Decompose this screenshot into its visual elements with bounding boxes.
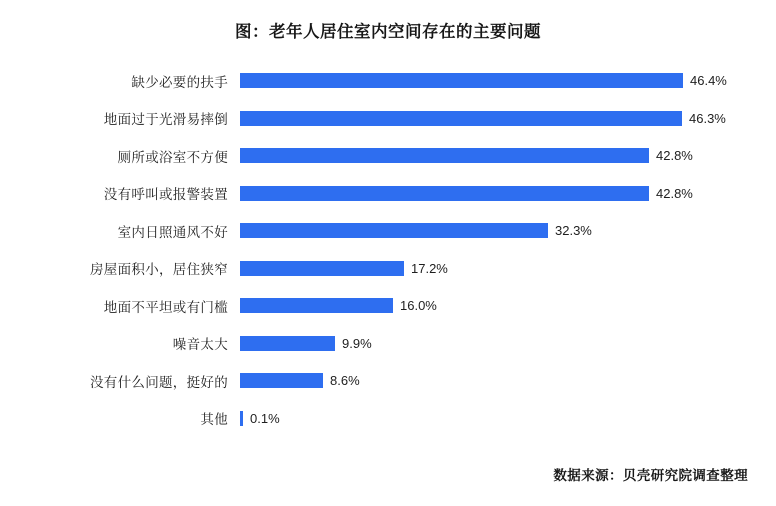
- value-label: 8.6%: [330, 373, 360, 389]
- category-label: 没有呼叫或报警装置: [103, 187, 228, 203]
- value-label: 32.3%: [555, 223, 592, 239]
- chart-row: [0, 362, 776, 400]
- bar-track: [240, 137, 776, 175]
- category-label: 其他: [200, 412, 228, 428]
- category-label: 厕所或浴室不方便: [117, 149, 228, 165]
- value-label: 46.3%: [689, 110, 726, 126]
- value-label: 0.1%: [250, 410, 280, 426]
- category-label: 缺少必要的扶手: [131, 74, 228, 90]
- bar-9[interactable]: [240, 411, 243, 426]
- value-label: 46.4%: [690, 73, 727, 89]
- bar-track: [240, 362, 776, 400]
- source-note: 数据来源：贝壳研究院调查整理: [553, 468, 748, 483]
- value-label: 9.9%: [342, 335, 372, 351]
- bar-5[interactable]: [240, 261, 404, 276]
- bar-track: [240, 325, 776, 363]
- value-label: 16.0%: [400, 298, 437, 314]
- chart-row: [0, 400, 776, 438]
- category-label: 没有什么问题，挺好的: [90, 374, 228, 390]
- bar-1[interactable]: [240, 111, 682, 126]
- chart-row: [0, 250, 776, 288]
- value-label: 17.2%: [411, 260, 448, 276]
- bar-4[interactable]: [240, 223, 548, 238]
- value-label: 42.8%: [656, 185, 693, 201]
- bar-6[interactable]: [240, 298, 393, 313]
- chart-plot-area: [0, 62, 776, 442]
- bar-track: [240, 287, 776, 325]
- bar-0[interactable]: [240, 73, 683, 88]
- bar-track: [240, 250, 776, 288]
- bar-8[interactable]: [240, 373, 323, 388]
- category-label: 地面不平坦或有门槛: [103, 299, 228, 315]
- bar-track: [240, 400, 776, 438]
- chart-row: [0, 175, 776, 213]
- chart-title: 图：老年人居住室内空间存在的主要问题: [235, 23, 541, 41]
- bar-track: [240, 175, 776, 213]
- bar-track: [240, 100, 776, 138]
- chart-row: [0, 325, 776, 363]
- bar-track: [240, 212, 776, 250]
- chart-row: [0, 62, 776, 100]
- chart-row: [0, 100, 776, 138]
- category-label: 噪音太大: [172, 337, 228, 353]
- chart-row: [0, 212, 776, 250]
- bar-3[interactable]: [240, 186, 649, 201]
- category-label: 室内日照通风不好: [117, 224, 228, 240]
- category-label: 地面过于光滑易摔倒: [103, 112, 228, 128]
- value-label: 42.8%: [656, 148, 693, 164]
- chart-row: [0, 287, 776, 325]
- category-label: 房屋面积小，居住狭窄: [90, 262, 228, 278]
- chart-row: [0, 137, 776, 175]
- bar-2[interactable]: [240, 148, 649, 163]
- bar-7[interactable]: [240, 336, 335, 351]
- bar-track: [240, 62, 776, 100]
